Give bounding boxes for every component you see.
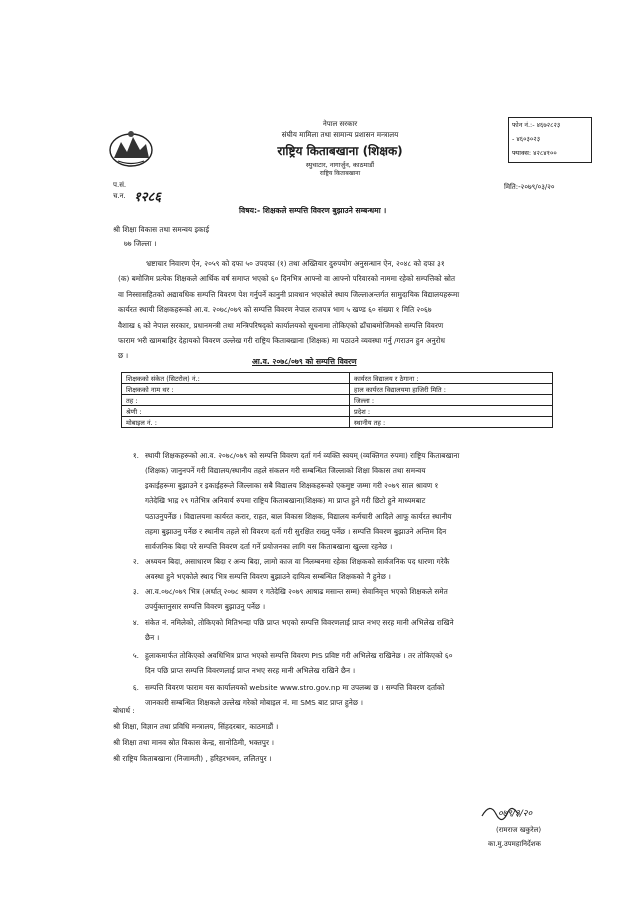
list-line: पठाउनुपर्नेछ । विद्यालयमा कार्यरत करार, राहत, बाल विकास शिक्षक, विद्यालय कर्मचारी आदिले आफू कार्यरत स्थानीय [145, 512, 452, 521]
list-line: छैन । [145, 633, 160, 642]
body-line: छ । [118, 351, 129, 361]
list-number: ४. [132, 618, 139, 627]
signer-name: (रामराज खकुरेल) [496, 826, 542, 834]
gov-name: नेपाल सरकार [322, 120, 358, 128]
list-line: गतेदेखि भाद्र २९ गतेभित्र अनिवार्य रुपमा राष्ट्रिय किताबखाना(शिक्षक) मा प्राप्त हुने गरी छिटो हुने माध्यमबाट [145, 496, 426, 505]
signature-date: ०७९/३/२० [498, 809, 533, 819]
table-title: आ.व. २०७८/०७९ को सम्पत्ति विवरण [252, 357, 357, 366]
body-line: वा निस्सासहितको अद्यावधिक सम्पत्ति विवरण पेश गर्नुपर्ने कानुनी प्रावधान भएकोले स्थाय जिल्लाअन्तर्गत सामुदायिक विद्यालयहरूमा [118, 289, 460, 299]
nepal-emblem-icon [108, 128, 154, 168]
table-cell: कार्यरत विद्यालय र ठेगाना : [350, 373, 553, 384]
fax-line: फ्याक्स: ४२८४१०० [512, 149, 557, 157]
ref-pa-sa: प.सं. [113, 181, 127, 189]
body-line: (क) बमोजिम प्रत्येक शिक्षकले आर्थिक वर्ष समाप्त भएको ६० दिनभित्र आफ्नो वा आफ्नो परिवारको नाममा रहेको सम्पत्तिको स्रोत [118, 274, 456, 284]
table-cell: श्रेणी : [122, 406, 350, 417]
office-address-stamp: राष्ट्रिय किताबखाना [319, 170, 361, 177]
list-line: स्थायी शिक्षकहरूको आ.व. २०७८/०७९ को सम्पत्ति विवरण दर्ता गर्न व्यक्ति स्वयम् (व्यक्तिगत रुपमा) राष्ट्रिय किताबखाना [145, 451, 460, 460]
list-number: १. [132, 451, 139, 460]
list-line: अवस्था हुने भएकोले स्थाद भित्र सम्पत्ति विवरण बुझाउने दायित्व सम्बन्धित शिक्षकको नै हुनेछ । [145, 572, 391, 581]
office-name: राष्ट्रिय किताबखाना (शिक्षक) [277, 144, 403, 158]
table-cell: स्थानीय तह : [350, 417, 553, 428]
phone-line: - ४६०३०२३ [512, 135, 541, 143]
list-line: (शिक्षक) जानुनपर्ने गरी विद्यालय/स्थानीय तहले संकलन गरी सम्बन्धित जिल्लाको शिक्षा विकास तथा समन्वय [145, 466, 426, 475]
cc-item: श्री शिक्षा, विज्ञान तथा प्रविधि मन्त्रालय, सिंहदरबार, काठमाडौं । [113, 722, 279, 731]
cc-item: श्री राष्ट्रिय किताबखाना (निजामती) , हरिहरभवन, ललितपुर । [113, 754, 272, 763]
list-line: जानकारी सम्बन्धित शिक्षकले उल्लेख गरेको मोबाइल नं. मा SMS बाट प्राप्त हुनेछ । [145, 698, 364, 707]
phone-box [508, 117, 592, 163]
body-line: फाराम भरी खामबाहिर देहायको विवरण उल्लेख गरी राष्ट्रिय किताबखाना (शिक्षक) मा पठाउने व्यवस्था गर्नु /गराउन हुन अनुरोध [118, 335, 446, 345]
addressee-line: ७७ जिल्ला । [124, 239, 157, 248]
list-line: इकाईहरूमा बुझाउने र इकाईहरूले जिल्लाका सबै विद्यालय शिक्षकहरूको एकमुष्ट जम्मा गरी २०७९ साल श्रावण १ [145, 481, 439, 490]
list-line: हुलाकमार्फत तोकिएको अवधिभित्र प्राप्त भएको सम्पत्ति विवरण PIS प्रविष्ट गरी अभिलेख राखिनेछ । तर तोकिएको ६० [145, 651, 453, 660]
table-cell: प्रदेश : [350, 406, 553, 417]
list-line: तहमा बुझाउनु पर्नेछ र स्थानीय तहले सो विवरण दर्ता गरी सुरक्षित राख्नु पर्नेछ । सम्पत्ति विवरण बुझाउने अन्तिम दिन [145, 527, 447, 536]
list-number: २. [132, 557, 139, 566]
list-line: उपर्युक्तानुसार सम्पत्ति विवरण बुझाउनु पर्नेछ । [145, 602, 266, 611]
table-row [122, 384, 553, 395]
table-cell: शिक्षकको नाम थर : [122, 384, 350, 395]
list-line: अध्ययन बिदा, असाधारण बिदा र अन्य बिदा, लामो काज वा निलम्बनमा रहेका शिक्षकको सार्वजनिक पद धारणा गरेकै [145, 557, 450, 566]
body-line: भ्रष्टाचार निवारण ऐन, २०५९ को दफा ५० उपदफा (१) तथा अख्तियार दुरुपयोग अनुसन्धान ऐन, २०४८ को दफा ३१ [146, 259, 445, 268]
list-line: सार्वजनिक बिदा परे सम्पत्ति विवरण दर्ता गर्ने प्रयोजनका लागि यस किताबखाना खुल्ला रहनेछ । [145, 542, 393, 551]
list-line: सम्पत्ति विवरण फाराम यस कार्यालयको website www.stro.gov.np मा उपलब्ध छ । सम्पत्ति विवरण दर्ताको [145, 683, 445, 692]
body-line: कार्यरत स्थायी शिक्षकहरूको आ.व. २०७८/०७९ को सम्पत्ति विवरण नेपाल राजपत्र भाग ५ खण्ड ६० संख्या १ मिति २०६७ [118, 305, 432, 315]
ref-cha-na-label: च.न. [113, 192, 126, 200]
office-address: स्युचाटार, नागार्जुन, काठमाडौं [305, 161, 375, 169]
list-line: दिन पछि प्राप्त सम्पत्ति विवरणलाई प्राप्त नभए सरह मानी अभिलेख राखिने छैन । [145, 666, 356, 675]
list-number: ६. [132, 683, 139, 692]
table-cell: मोबाइल नं. : [122, 417, 350, 428]
list-number: ५. [132, 651, 139, 660]
cc-item: श्री शिक्षा तथा मानव स्रोत विकास केन्द्र, सानोठिमी, भक्तपुर । [113, 738, 275, 747]
table-row [122, 395, 553, 406]
signer-title: का.मु.उपमहानिर्देशक [488, 840, 541, 848]
list-line: संकेत नं. नमिलेको, तोकिएको मितिभन्दा पछि प्राप्त भएको सम्पत्ति विवरणलाई प्राप्त नभए सरह मानी अभिलेख राखिने [145, 618, 454, 627]
letter-date: मिति:-२०७९/०३/२० [504, 183, 555, 191]
subject-line: विषय:- शिक्षकले सम्पत्ति विवरण बुझाउने सम्बन्धमा । [239, 206, 387, 215]
cc-label: बोधार्थ : [113, 706, 135, 715]
body-paragraph [118, 256, 554, 364]
body-line: वैशाख ६ को नेपाल सरकार, प्रधानमन्त्री तथा मन्त्रिपरिषद्को कार्यालयको सूचनामा तोकिएको ढाँचाबमोजिमको सम्पत्ति विवरण [118, 320, 444, 330]
addressee-line: श्री शिक्षा विकास तथा समन्वय इकाई [113, 225, 210, 234]
table-row [122, 406, 553, 417]
phone-line: फोन नं.:- ४६७२८२३ [512, 121, 561, 129]
ministry-name: संघीय मामिला तथा सामान्य प्रशासन मन्त्रालय [281, 130, 399, 139]
table-cell: तह : [122, 395, 350, 406]
list-number: ३. [132, 587, 139, 596]
table-row [122, 373, 553, 384]
asset-info-table [121, 372, 553, 428]
table-row [122, 417, 553, 428]
table-cell: शिक्षकको संकेत (सिटरोल) नं.: [122, 373, 350, 384]
list-line: आ.व.०७८/०७९ भित्र (अर्थात् २०७८ श्रावण १ गतेदेखि २०७९ आषाढ मसान्त सम्म) सेवानिवृत्त भएको शिक्षकले समेत [145, 587, 448, 596]
ref-cha-na: १२८६ [134, 190, 162, 205]
table-cell: हाल कार्यरत विद्यालयमा हाजिरी मिति : [350, 384, 553, 395]
table-cell: जिल्ला : [350, 395, 553, 406]
